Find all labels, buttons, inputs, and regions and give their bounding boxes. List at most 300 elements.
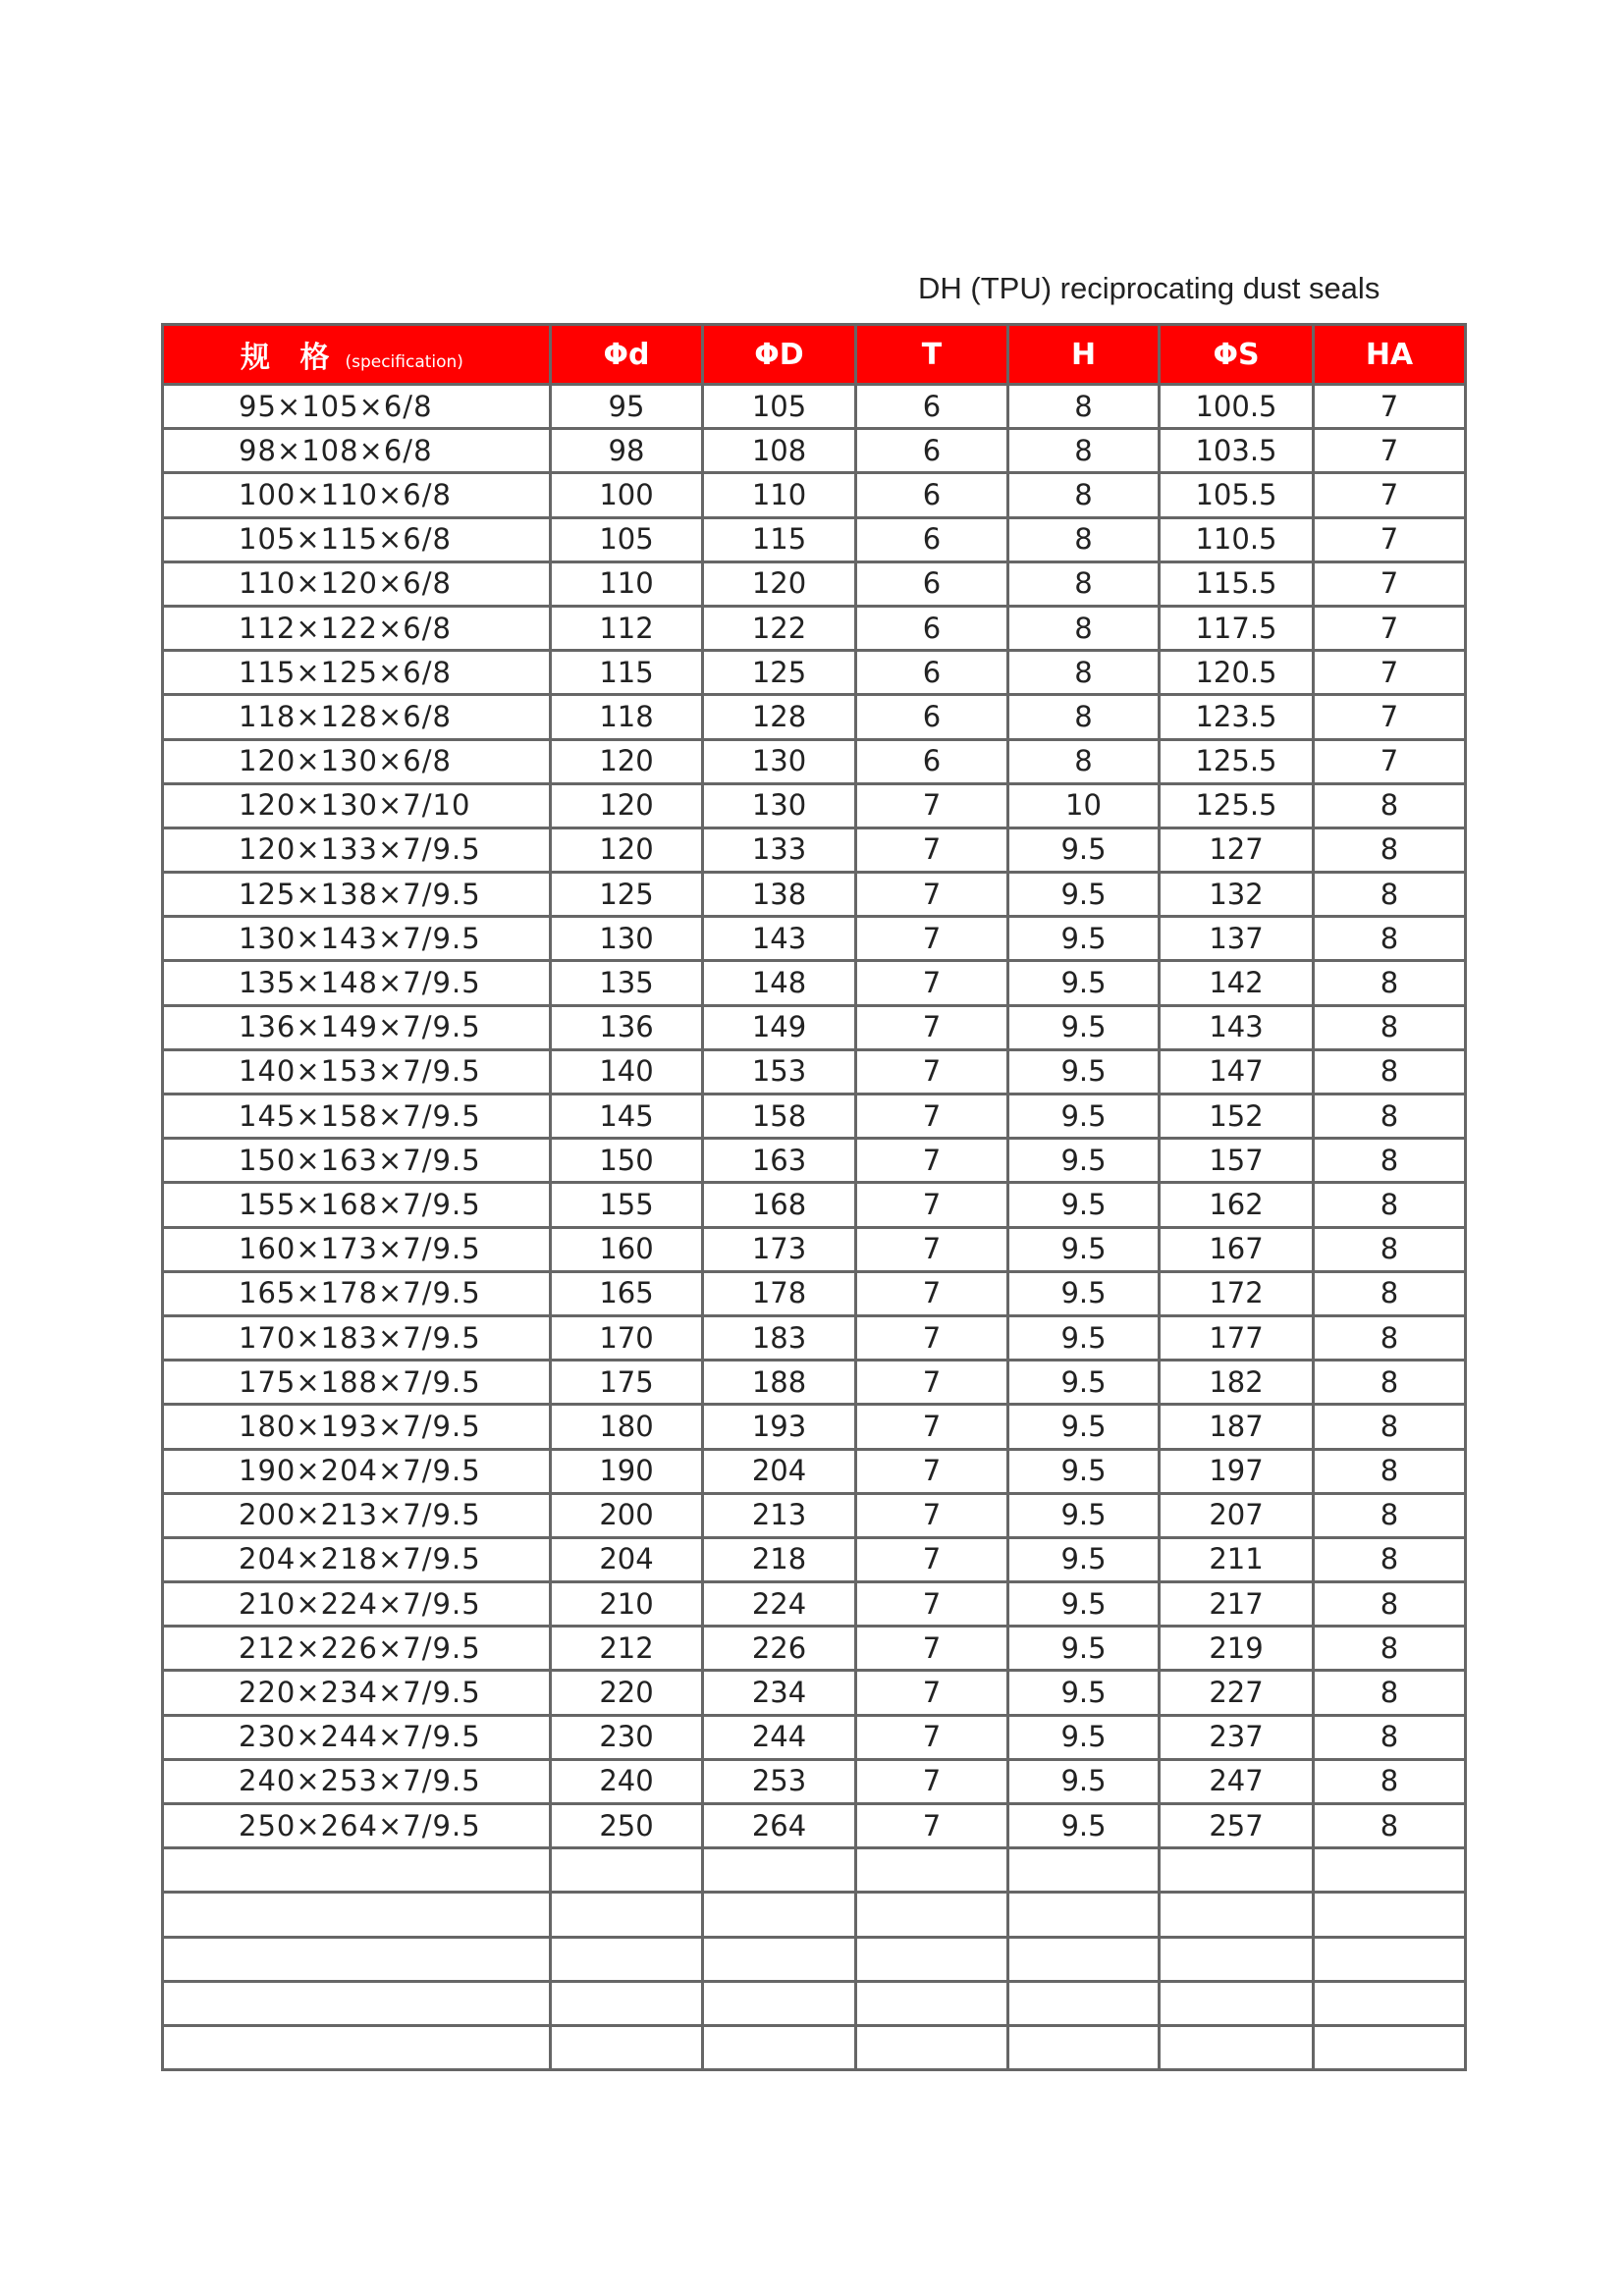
cell-height: 9.5 xyxy=(1008,917,1160,961)
empty-cell xyxy=(856,2025,1008,2069)
table-row xyxy=(163,1582,1466,1627)
cell-s-diameter: 100.5 xyxy=(1160,385,1314,429)
cell-s-diameter: 125.5 xyxy=(1160,783,1314,828)
cell-s-diameter: 152 xyxy=(1160,1095,1314,1139)
cell-specification: 220×234×7/9.5 xyxy=(163,1671,551,1715)
cell-s-diameter: 172 xyxy=(1160,1271,1314,1315)
empty-cell xyxy=(551,1981,703,2025)
table-row xyxy=(163,606,1466,650)
header-thickness: T xyxy=(856,325,1008,385)
cell-specification: 230×244×7/9.5 xyxy=(163,1715,551,1759)
cell-thickness: 7 xyxy=(856,1361,1008,1405)
cell-height: 9.5 xyxy=(1008,1183,1160,1227)
cell-ha: 8 xyxy=(1314,1139,1466,1183)
table-row xyxy=(163,1315,1466,1360)
cell-s-diameter: 125.5 xyxy=(1160,739,1314,783)
cell-ha: 8 xyxy=(1314,1361,1466,1405)
cell-outer-diameter: 115 xyxy=(703,517,856,561)
cell-height: 10 xyxy=(1008,783,1160,828)
cell-s-diameter: 167 xyxy=(1160,1227,1314,1271)
cell-height: 9.5 xyxy=(1008,961,1160,1005)
cell-s-diameter: 207 xyxy=(1160,1493,1314,1537)
cell-specification: 212×226×7/9.5 xyxy=(163,1627,551,1671)
cell-inner-diameter: 125 xyxy=(551,873,703,917)
header-specification xyxy=(163,325,551,385)
empty-cell xyxy=(703,1893,856,1937)
table-row xyxy=(163,783,1466,828)
cell-ha: 8 xyxy=(1314,1315,1466,1360)
table-row xyxy=(163,1095,1466,1139)
cell-s-diameter: 120.5 xyxy=(1160,651,1314,695)
empty-cell xyxy=(551,1893,703,1937)
cell-outer-diameter: 213 xyxy=(703,1493,856,1537)
cell-specification: 180×193×7/9.5 xyxy=(163,1405,551,1449)
table-row xyxy=(163,695,1466,739)
cell-thickness: 6 xyxy=(856,695,1008,739)
cell-outer-diameter: 125 xyxy=(703,651,856,695)
cell-thickness: 7 xyxy=(856,1139,1008,1183)
cell-thickness: 6 xyxy=(856,739,1008,783)
cell-s-diameter: 227 xyxy=(1160,1671,1314,1715)
cell-outer-diameter: 110 xyxy=(703,473,856,517)
cell-specification: 112×122×6/8 xyxy=(163,606,551,650)
cell-height: 8 xyxy=(1008,606,1160,650)
empty-cell xyxy=(163,1937,551,1981)
empty-cell xyxy=(856,1848,1008,1893)
header-outer-diameter: ΦD xyxy=(703,325,856,385)
header-spec-english: (specification) xyxy=(345,352,463,372)
cell-outer-diameter: 178 xyxy=(703,1271,856,1315)
cell-outer-diameter: 108 xyxy=(703,429,856,473)
cell-height: 9.5 xyxy=(1008,1582,1160,1627)
cell-inner-diameter: 95 xyxy=(551,385,703,429)
cell-inner-diameter: 212 xyxy=(551,1627,703,1671)
table-row xyxy=(163,828,1466,872)
cell-specification: 165×178×7/9.5 xyxy=(163,1271,551,1315)
empty-cell xyxy=(1008,1848,1160,1893)
cell-thickness: 6 xyxy=(856,651,1008,695)
cell-ha: 7 xyxy=(1314,429,1466,473)
cell-ha: 7 xyxy=(1314,473,1466,517)
table-row xyxy=(163,873,1466,917)
cell-height: 8 xyxy=(1008,695,1160,739)
cell-s-diameter: 157 xyxy=(1160,1139,1314,1183)
cell-specification: 125×138×7/9.5 xyxy=(163,873,551,917)
cell-outer-diameter: 130 xyxy=(703,739,856,783)
cell-height: 9.5 xyxy=(1008,1493,1160,1537)
cell-s-diameter: 162 xyxy=(1160,1183,1314,1227)
cell-thickness: 7 xyxy=(856,1271,1008,1315)
empty-cell xyxy=(163,1893,551,1937)
cell-height: 9.5 xyxy=(1008,1449,1160,1493)
cell-outer-diameter: 158 xyxy=(703,1095,856,1139)
table-row xyxy=(163,739,1466,783)
cell-specification: 200×213×7/9.5 xyxy=(163,1493,551,1537)
cell-inner-diameter: 120 xyxy=(551,739,703,783)
cell-s-diameter: 182 xyxy=(1160,1361,1314,1405)
cell-outer-diameter: 264 xyxy=(703,1804,856,1848)
cell-s-diameter: 137 xyxy=(1160,917,1314,961)
cell-height: 9.5 xyxy=(1008,1227,1160,1271)
table-row xyxy=(163,561,1466,606)
cell-ha: 8 xyxy=(1314,1759,1466,1803)
cell-height: 9.5 xyxy=(1008,1005,1160,1049)
cell-outer-diameter: 183 xyxy=(703,1315,856,1360)
cell-thickness: 7 xyxy=(856,873,1008,917)
cell-thickness: 7 xyxy=(856,1715,1008,1759)
empty-cell xyxy=(551,2025,703,2069)
cell-outer-diameter: 188 xyxy=(703,1361,856,1405)
empty-cell xyxy=(551,1848,703,1893)
cell-height: 9.5 xyxy=(1008,1804,1160,1848)
cell-s-diameter: 217 xyxy=(1160,1582,1314,1627)
empty-cell xyxy=(1008,2025,1160,2069)
empty-table-row xyxy=(163,1981,1466,2025)
table-row xyxy=(163,1005,1466,1049)
cell-thickness: 7 xyxy=(856,1537,1008,1581)
cell-specification: 105×115×6/8 xyxy=(163,517,551,561)
cell-specification: 130×143×7/9.5 xyxy=(163,917,551,961)
cell-ha: 8 xyxy=(1314,917,1466,961)
empty-cell xyxy=(703,1848,856,1893)
cell-thickness: 7 xyxy=(856,1183,1008,1227)
cell-thickness: 7 xyxy=(856,1095,1008,1139)
cell-s-diameter: 247 xyxy=(1160,1759,1314,1803)
cell-outer-diameter: 128 xyxy=(703,695,856,739)
cell-specification: 204×218×7/9.5 xyxy=(163,1537,551,1581)
empty-table-row xyxy=(163,1893,1466,1937)
cell-s-diameter: 103.5 xyxy=(1160,429,1314,473)
table-row xyxy=(163,1271,1466,1315)
table-row xyxy=(163,1537,1466,1581)
cell-thickness: 6 xyxy=(856,429,1008,473)
cell-ha: 8 xyxy=(1314,1582,1466,1627)
cell-thickness: 7 xyxy=(856,1759,1008,1803)
cell-specification: 240×253×7/9.5 xyxy=(163,1759,551,1803)
cell-thickness: 7 xyxy=(856,1627,1008,1671)
cell-inner-diameter: 220 xyxy=(551,1671,703,1715)
cell-inner-diameter: 240 xyxy=(551,1759,703,1803)
cell-s-diameter: 237 xyxy=(1160,1715,1314,1759)
cell-inner-diameter: 135 xyxy=(551,961,703,1005)
cell-inner-diameter: 115 xyxy=(551,651,703,695)
table-row xyxy=(163,429,1466,473)
empty-cell xyxy=(163,1848,551,1893)
table-body xyxy=(163,385,1466,2070)
cell-height: 9.5 xyxy=(1008,1715,1160,1759)
table-row xyxy=(163,1715,1466,1759)
cell-specification: 110×120×6/8 xyxy=(163,561,551,606)
cell-outer-diameter: 143 xyxy=(703,917,856,961)
cell-outer-diameter: 168 xyxy=(703,1183,856,1227)
table-row xyxy=(163,517,1466,561)
cell-specification: 118×128×6/8 xyxy=(163,695,551,739)
cell-thickness: 7 xyxy=(856,1405,1008,1449)
empty-cell xyxy=(1314,1937,1466,1981)
cell-inner-diameter: 160 xyxy=(551,1227,703,1271)
cell-thickness: 7 xyxy=(856,1315,1008,1360)
cell-specification: 98×108×6/8 xyxy=(163,429,551,473)
cell-height: 9.5 xyxy=(1008,1759,1160,1803)
empty-cell xyxy=(1314,1848,1466,1893)
cell-height: 8 xyxy=(1008,739,1160,783)
cell-ha: 8 xyxy=(1314,1493,1466,1537)
cell-ha: 8 xyxy=(1314,873,1466,917)
cell-inner-diameter: 210 xyxy=(551,1582,703,1627)
cell-outer-diameter: 204 xyxy=(703,1449,856,1493)
empty-cell xyxy=(703,2025,856,2069)
cell-ha: 7 xyxy=(1314,561,1466,606)
cell-height: 8 xyxy=(1008,473,1160,517)
empty-cell xyxy=(856,1937,1008,1981)
empty-cell xyxy=(1160,1893,1314,1937)
cell-outer-diameter: 105 xyxy=(703,385,856,429)
cell-ha: 8 xyxy=(1314,1271,1466,1315)
empty-cell xyxy=(1314,1893,1466,1937)
cell-outer-diameter: 153 xyxy=(703,1049,856,1094)
cell-s-diameter: 187 xyxy=(1160,1405,1314,1449)
cell-height: 8 xyxy=(1008,517,1160,561)
cell-ha: 7 xyxy=(1314,606,1466,650)
cell-outer-diameter: 149 xyxy=(703,1005,856,1049)
cell-height: 9.5 xyxy=(1008,873,1160,917)
seal-spec-table xyxy=(161,323,1467,2071)
empty-table-row xyxy=(163,1937,1466,1981)
cell-specification: 120×130×6/8 xyxy=(163,739,551,783)
empty-cell xyxy=(1314,1981,1466,2025)
cell-thickness: 7 xyxy=(856,1049,1008,1094)
cell-s-diameter: 105.5 xyxy=(1160,473,1314,517)
cell-outer-diameter: 218 xyxy=(703,1537,856,1581)
table-row xyxy=(163,473,1466,517)
cell-s-diameter: 110.5 xyxy=(1160,517,1314,561)
cell-specification: 170×183×7/9.5 xyxy=(163,1315,551,1360)
header-height: H xyxy=(1008,325,1160,385)
cell-inner-diameter: 140 xyxy=(551,1049,703,1094)
cell-specification: 190×204×7/9.5 xyxy=(163,1449,551,1493)
cell-inner-diameter: 112 xyxy=(551,606,703,650)
cell-s-diameter: 123.5 xyxy=(1160,695,1314,739)
cell-specification: 136×149×7/9.5 xyxy=(163,1005,551,1049)
cell-outer-diameter: 138 xyxy=(703,873,856,917)
empty-cell xyxy=(551,1937,703,1981)
cell-outer-diameter: 244 xyxy=(703,1715,856,1759)
empty-cell xyxy=(1008,1981,1160,2025)
cell-thickness: 7 xyxy=(856,917,1008,961)
cell-thickness: 6 xyxy=(856,561,1008,606)
cell-specification: 145×158×7/9.5 xyxy=(163,1095,551,1139)
empty-cell xyxy=(1314,2025,1466,2069)
cell-s-diameter: 211 xyxy=(1160,1537,1314,1581)
empty-table-row xyxy=(163,2025,1466,2069)
cell-height: 9.5 xyxy=(1008,1627,1160,1671)
cell-thickness: 7 xyxy=(856,1493,1008,1537)
cell-specification: 120×133×7/9.5 xyxy=(163,828,551,872)
cell-specification: 95×105×6/8 xyxy=(163,385,551,429)
cell-inner-diameter: 190 xyxy=(551,1449,703,1493)
header-spec-chinese: 规 格 xyxy=(241,341,340,375)
cell-specification: 150×163×7/9.5 xyxy=(163,1139,551,1183)
cell-outer-diameter: 173 xyxy=(703,1227,856,1271)
cell-specification: 210×224×7/9.5 xyxy=(163,1582,551,1627)
cell-inner-diameter: 118 xyxy=(551,695,703,739)
cell-inner-diameter: 105 xyxy=(551,517,703,561)
cell-ha: 7 xyxy=(1314,739,1466,783)
empty-cell xyxy=(856,1981,1008,2025)
cell-outer-diameter: 130 xyxy=(703,783,856,828)
cell-s-diameter: 177 xyxy=(1160,1315,1314,1360)
table-row xyxy=(163,1227,1466,1271)
cell-specification: 115×125×6/8 xyxy=(163,651,551,695)
cell-outer-diameter: 120 xyxy=(703,561,856,606)
cell-ha: 8 xyxy=(1314,961,1466,1005)
cell-specification: 100×110×6/8 xyxy=(163,473,551,517)
cell-thickness: 7 xyxy=(856,1671,1008,1715)
cell-outer-diameter: 224 xyxy=(703,1582,856,1627)
cell-inner-diameter: 130 xyxy=(551,917,703,961)
cell-height: 9.5 xyxy=(1008,1049,1160,1094)
cell-s-diameter: 143 xyxy=(1160,1005,1314,1049)
cell-inner-diameter: 110 xyxy=(551,561,703,606)
cell-thickness: 7 xyxy=(856,1449,1008,1493)
cell-inner-diameter: 120 xyxy=(551,828,703,872)
cell-height: 9.5 xyxy=(1008,1271,1160,1315)
cell-specification: 175×188×7/9.5 xyxy=(163,1361,551,1405)
cell-ha: 8 xyxy=(1314,1449,1466,1493)
cell-inner-diameter: 175 xyxy=(551,1361,703,1405)
cell-inner-diameter: 98 xyxy=(551,429,703,473)
header-row xyxy=(163,325,1466,385)
cell-thickness: 7 xyxy=(856,1582,1008,1627)
cell-specification: 140×153×7/9.5 xyxy=(163,1049,551,1094)
empty-cell xyxy=(1160,1937,1314,1981)
cell-inner-diameter: 150 xyxy=(551,1139,703,1183)
cell-ha: 8 xyxy=(1314,1804,1466,1848)
cell-inner-diameter: 200 xyxy=(551,1493,703,1537)
cell-height: 8 xyxy=(1008,651,1160,695)
cell-specification: 120×130×7/10 xyxy=(163,783,551,828)
empty-cell xyxy=(703,1937,856,1981)
empty-cell xyxy=(703,1981,856,2025)
cell-ha: 7 xyxy=(1314,651,1466,695)
table-row xyxy=(163,1139,1466,1183)
cell-ha: 8 xyxy=(1314,1405,1466,1449)
cell-ha: 7 xyxy=(1314,695,1466,739)
cell-height: 8 xyxy=(1008,561,1160,606)
table-row xyxy=(163,1449,1466,1493)
cell-ha: 7 xyxy=(1314,517,1466,561)
table-row xyxy=(163,1049,1466,1094)
cell-height: 9.5 xyxy=(1008,1095,1160,1139)
cell-height: 9.5 xyxy=(1008,1139,1160,1183)
table-row xyxy=(163,961,1466,1005)
cell-thickness: 6 xyxy=(856,385,1008,429)
empty-cell xyxy=(1160,1848,1314,1893)
cell-inner-diameter: 250 xyxy=(551,1804,703,1848)
header-ha: HA xyxy=(1314,325,1466,385)
empty-cell xyxy=(1008,1893,1160,1937)
empty-cell xyxy=(856,1893,1008,1937)
cell-thickness: 7 xyxy=(856,1804,1008,1848)
table-header xyxy=(163,325,1466,385)
cell-ha: 8 xyxy=(1314,1183,1466,1227)
empty-table-row xyxy=(163,1848,1466,1893)
cell-inner-diameter: 180 xyxy=(551,1405,703,1449)
cell-specification: 160×173×7/9.5 xyxy=(163,1227,551,1271)
table-row xyxy=(163,1671,1466,1715)
document-title: DH (TPU) reciprocating dust seals xyxy=(918,271,1380,305)
cell-s-diameter: 147 xyxy=(1160,1049,1314,1094)
empty-cell xyxy=(1160,2025,1314,2069)
cell-ha: 8 xyxy=(1314,783,1466,828)
cell-ha: 8 xyxy=(1314,1627,1466,1671)
cell-ha: 8 xyxy=(1314,1537,1466,1581)
cell-height: 9.5 xyxy=(1008,1537,1160,1581)
cell-s-diameter: 115.5 xyxy=(1160,561,1314,606)
cell-height: 9.5 xyxy=(1008,1315,1160,1360)
cell-thickness: 6 xyxy=(856,606,1008,650)
cell-outer-diameter: 234 xyxy=(703,1671,856,1715)
table-row xyxy=(163,651,1466,695)
cell-outer-diameter: 148 xyxy=(703,961,856,1005)
cell-outer-diameter: 133 xyxy=(703,828,856,872)
cell-ha: 8 xyxy=(1314,1005,1466,1049)
cell-inner-diameter: 120 xyxy=(551,783,703,828)
empty-cell xyxy=(163,2025,551,2069)
cell-inner-diameter: 136 xyxy=(551,1005,703,1049)
cell-outer-diameter: 253 xyxy=(703,1759,856,1803)
cell-outer-diameter: 226 xyxy=(703,1627,856,1671)
cell-height: 8 xyxy=(1008,385,1160,429)
cell-height: 9.5 xyxy=(1008,1671,1160,1715)
cell-height: 9.5 xyxy=(1008,828,1160,872)
cell-s-diameter: 142 xyxy=(1160,961,1314,1005)
cell-inner-diameter: 230 xyxy=(551,1715,703,1759)
table-row xyxy=(163,1627,1466,1671)
cell-s-diameter: 257 xyxy=(1160,1804,1314,1848)
empty-cell xyxy=(1008,1937,1160,1981)
table-row xyxy=(163,1361,1466,1405)
cell-specification: 135×148×7/9.5 xyxy=(163,961,551,1005)
table-row xyxy=(163,1804,1466,1848)
cell-thickness: 7 xyxy=(856,961,1008,1005)
header-s-diameter: ΦS xyxy=(1160,325,1314,385)
cell-thickness: 7 xyxy=(856,1227,1008,1271)
cell-height: 9.5 xyxy=(1008,1361,1160,1405)
cell-ha: 7 xyxy=(1314,385,1466,429)
cell-inner-diameter: 165 xyxy=(551,1271,703,1315)
cell-outer-diameter: 122 xyxy=(703,606,856,650)
table-row xyxy=(163,1759,1466,1803)
cell-height: 8 xyxy=(1008,429,1160,473)
cell-specification: 250×264×7/9.5 xyxy=(163,1804,551,1848)
cell-ha: 8 xyxy=(1314,1227,1466,1271)
cell-s-diameter: 127 xyxy=(1160,828,1314,872)
cell-outer-diameter: 163 xyxy=(703,1139,856,1183)
cell-ha: 8 xyxy=(1314,1095,1466,1139)
cell-inner-diameter: 170 xyxy=(551,1315,703,1360)
cell-s-diameter: 117.5 xyxy=(1160,606,1314,650)
cell-inner-diameter: 100 xyxy=(551,473,703,517)
cell-ha: 8 xyxy=(1314,1715,1466,1759)
cell-thickness: 7 xyxy=(856,1005,1008,1049)
table-row xyxy=(163,1183,1466,1227)
cell-s-diameter: 219 xyxy=(1160,1627,1314,1671)
table-row xyxy=(163,1405,1466,1449)
header-inner-diameter: Φd xyxy=(551,325,703,385)
empty-cell xyxy=(1160,1981,1314,2025)
cell-thickness: 6 xyxy=(856,473,1008,517)
